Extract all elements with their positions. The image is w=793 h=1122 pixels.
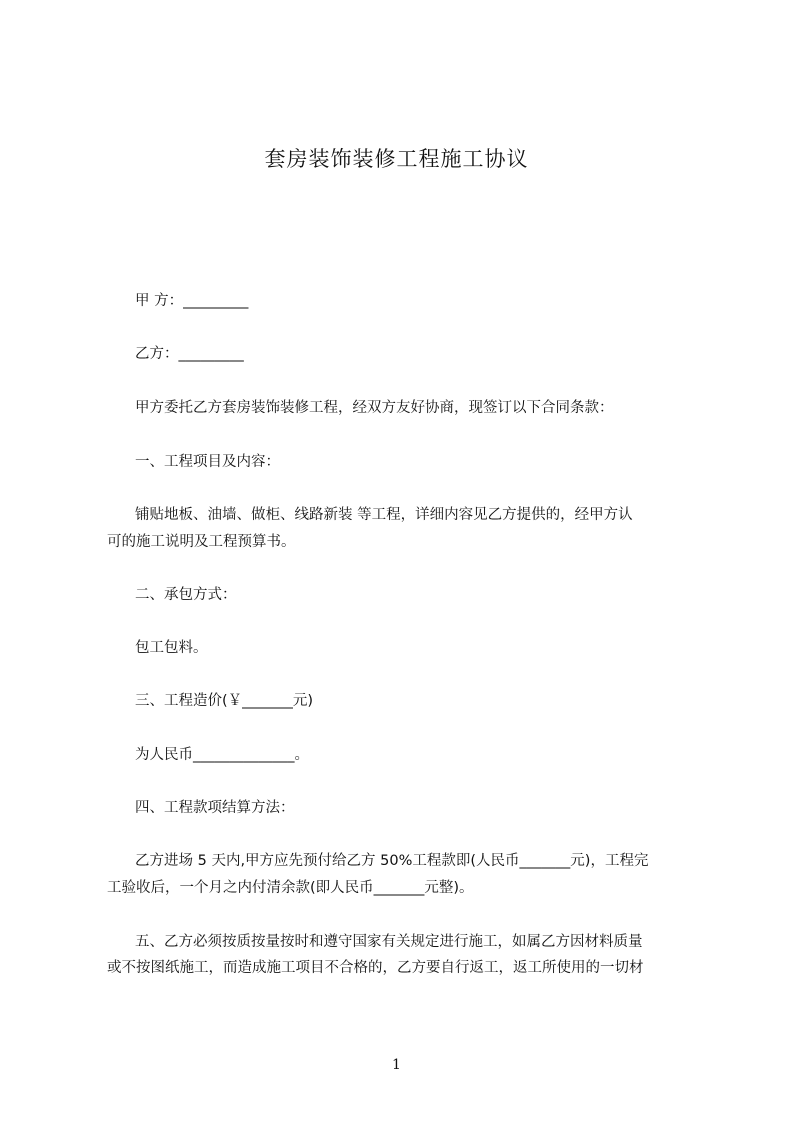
section-5-body-line-2: 或不按图纸施工，而造成施工项目不合格的，乙方要自行返工，返工所使用的一切材	[107, 960, 644, 976]
section-3-heading: 三、工程造价(￥_______元)	[135, 693, 314, 709]
intro-paragraph: 甲方委托乙方套房装饰装修工程，经双方友好协商，现签订以下合同条款：	[135, 400, 614, 416]
section-1-body-line-1: 铺贴地板、油墙、做柜、线路新装 等工程，详细内容见乙方提供的，经甲方认	[135, 507, 633, 523]
section-4-heading: 四、工程款项结算方法：	[135, 800, 295, 816]
section-1-body-line-2: 可的施工说明及工程预算书。	[107, 534, 296, 550]
page-number: 1	[392, 1057, 401, 1073]
section-2-body: 包工包料。	[135, 640, 208, 656]
section-4-body-line-2: 工验收后，一个月之内付清余款(即人民币_______元整)。	[107, 880, 474, 896]
section-3-body: 为人民币______________。	[135, 747, 309, 763]
section-1-heading: 一、工程项目及内容：	[135, 454, 280, 470]
party-a-line: 甲 方：_________	[135, 293, 249, 309]
party-b-line: 乙方：_________	[135, 346, 244, 362]
section-5-body-line-1: 五、乙方必须按质按量按时和遵守国家有关规定进行施工，如属乙方因材料质量	[135, 934, 643, 950]
section-2-heading: 二、承包方式：	[135, 587, 237, 603]
section-4-body-line-1: 乙方进场 5 天内,甲方应先预付给乙方 50%工程款即(人民币_______元)，工程完	[135, 853, 649, 869]
document-title: 套房装饰装修工程施工协议	[264, 147, 529, 171]
